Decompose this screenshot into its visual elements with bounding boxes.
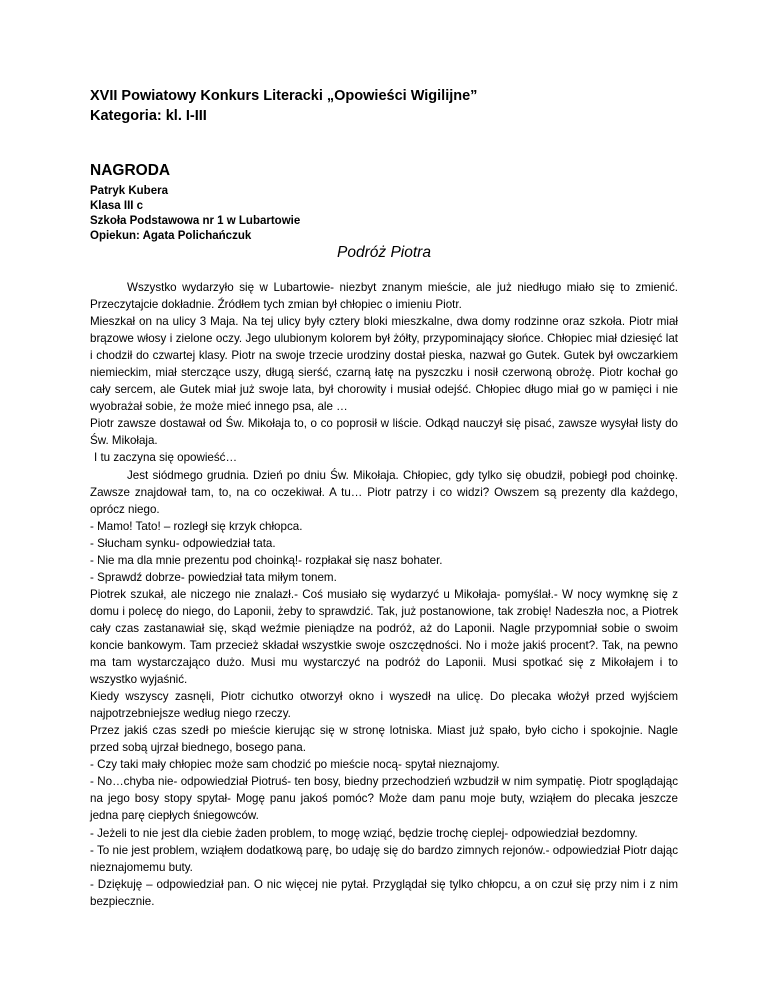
author-class: Klasa III c [90, 200, 144, 212]
paragraph: Wszystko wydarzyło się w Lubartowie- niezbyt znanym mieście, ale już niedługo miało się to zmienić. Przeczytajcie dokładnie. Źródłem tych zmian był chłopiec o imieniu Piotr. [90, 281, 678, 312]
dialogue-line: - No…chyba nie- odpowiedział Piotruś- ten bosy, biedny przechodzień wzbudził w nim sympatię. Piotr spoglądając na jego bosy stopy spytał- Mogę panu jakoś pomóc? Może dam panu moje buty, wziąłem do plecaka jeszcze jedna parę ciepłych śniegowców. [90, 775, 678, 823]
dialogue-line: - Jeżeli to nie jest dla ciebie żaden problem, to mogę wziąć, będzie trochę cieplej- odpowiedział bezdomny. [90, 826, 638, 840]
dialogue-line: - To nie jest problem, wziąłem dodatkową parę, bo udaję się do bardzo zimnych rejonów.- odpowiedział Piotr dając nieznajomemu buty. [90, 843, 678, 874]
paragraph: Piotr zawsze dostawał od Św. Mikołaja to, o co poprosił w liście. Odkąd nauczył się pisać, zawsze wysyłał listy do Św. Mikołaja. [90, 417, 678, 448]
story-title: Podróż Piotra [337, 244, 431, 261]
story-body [90, 279, 678, 910]
dialogue-line: - Dziękuję – odpowiedział pan. O nic więcej nie pytał. Przyglądał się tylko chłopcu, a on czuł się przy nim i z nim bezpiecznie. [90, 877, 678, 908]
dialogue-line: - Czy taki mały chłopiec może sam chodzić po mieście nocą- spytał nieznajomy. [90, 758, 500, 772]
award-heading: NAGRODA [90, 162, 171, 179]
paragraph: Kiedy wszyscy zasnęli, Piotr cichutko otworzył okno i wyszedł na ulicę. Do plecaka włożył przed wyjściem najpotrzebniejsze według niego rzeczy. [90, 690, 678, 721]
author-info [90, 184, 300, 244]
contest-category: Kategoria: kl. I-III [90, 108, 207, 124]
paragraph: Mieszkał on na ulicy 3 Maja. Na tej ulicy były cztery bloki mieszkalne, dwa domy rodzinne oraz szkoła. Piotr miał brązowe włosy i zielone oczy. Jego ulubionym kolorem był żółty, przypominający słońce. Chłopiec miał dziesięć lat i chodził do czwartej klasy. Piotr na swoje trzecie urodziny dostał pieska, nazwał go Gutek. Gutek był owczarkiem niemieckim, miał sterczące uszy, długą sierść, czarną łatę na pyszczku i nosił czerwoną obrożę. Piotr kochał go cały sercem, ale Gutek miał już swoje lata, był chorowity i musiał odejść. Chłopiec długo miał go w pamięci i nie wyobrażał sobie, że może mieć innego psa, ale … [90, 315, 678, 414]
dialogue-line: - Słucham synku- odpowiedział tata. [90, 536, 276, 550]
author-supervisor: Opiekun: Agata Polichańczuk [90, 230, 252, 242]
paragraph: Jest siódmego grudnia. Dzień po dniu Św. Mikołaja. Chłopiec, gdy tylko się obudził, pobiegł pod choinkę. Zawsze znajdował tam, to, na co oczekiwał. A tu… Piotr patrzy i co widzi? Owszem są prezenty dla każdego, oprócz niego. [90, 468, 678, 516]
dialogue-line: - Mamo! Tato! – rozległ się krzyk chłopca. [90, 519, 303, 533]
dialogue-line: - Nie ma dla mnie prezentu pod choinką!- rozpłakał się nasz bohater. [90, 553, 443, 567]
author-school: Szkoła Podstawowa nr 1 w Lubartowie [90, 215, 301, 227]
paragraph: Przez jakiś czas szedł po mieście kierując się w stronę lotniska. Miast już spało, było cicho i spokojnie. Nagle przed sobą ujrzał biednego, bosego pana. [90, 724, 678, 755]
contest-header [90, 86, 477, 126]
dialogue-line: - Sprawdź dobrze- powiedział tata miłym tonem. [90, 570, 337, 584]
author-name: Patryk Kubera [90, 185, 168, 197]
paragraph: I tu zaczyna się opowieść… [94, 451, 238, 465]
paragraph: Piotrek szukał, ale niczego nie znalazł.- Coś musiało się wydarzyć u Mikołaja- pomyślał.- W nocy wymknę się z domu i polecę do niego, do Laponii, żeby to sprawdzić. Tak, już postanowione, tak zrobię! Nadeszła noc, a Piotrek cały czas zastanawiał się, skąd weźmie pieniądze na podróż, aż do Laponii. Nagle przypomniał sobie o swoim koncie bankowym. Tam przecież składał wszystkie swoje oszczędności. No i może jakiś procent?. Tak, na pewno ma tam wystarczająco dużo. Musi mu wystarczyć na podróż do Laponii. Musi spotkać się z Mikołajem i to wszystko wyjaśnić. [90, 587, 678, 687]
contest-title: XVII Powiatowy Konkurs Literacki „Opowieści Wigilijne” [90, 88, 478, 104]
